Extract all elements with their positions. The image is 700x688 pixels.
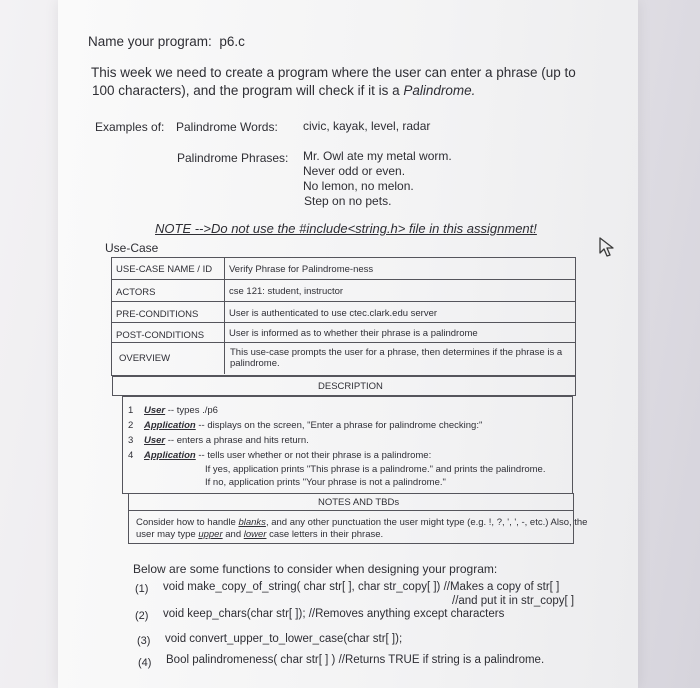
step-text: -- types ./p6 [167, 405, 218, 416]
step-actor: Application [144, 420, 196, 431]
step-actor: User [144, 435, 166, 446]
program-name-line [88, 34, 245, 49]
function-signature: void make_copy_of_string( char str[ ], char str_copy[ ]) //Makes a copy of str[ ] [163, 581, 560, 593]
table-rule [112, 279, 575, 280]
step-number: 1 [128, 405, 134, 416]
row-value: cse 121: student, instructor [229, 286, 344, 297]
name-label: Name your program: [88, 34, 212, 49]
row-value: palindrome. [230, 358, 280, 369]
note-text: NOTE -->Do not use the #include<string.h> file in this assignment! [155, 221, 537, 236]
notes-emph: blanks [238, 517, 266, 528]
row-value: User is authenticated to use ctec.clark.edu server [229, 308, 438, 319]
function-number: (2) [135, 610, 149, 622]
step-line [144, 405, 218, 416]
step-text: -- displays on the screen, "Enter a phrase for palindrome checking:" [198, 420, 483, 431]
step-sub: If no, application prints "Your phrase is not a palindrome." [205, 477, 446, 488]
table-rule [112, 342, 575, 343]
notes-emph: upper [198, 529, 223, 540]
function-signature: Bool palindromeness( char str[ ] ) //Returns TRUE if string is a palindrome. [166, 654, 545, 666]
notes-text: and [222, 529, 244, 540]
notes-line [136, 517, 587, 528]
notes-text: case letters in their phrase. [266, 529, 384, 540]
phrase-item: No lemon, no melon. [303, 179, 414, 193]
step-line [144, 435, 309, 446]
step-sub: If yes, application prints "This phrase is a palindrome." and prints the palindrome. [205, 464, 546, 475]
intro-emphasis: Palindrome. [403, 83, 476, 98]
palindrome-words-value: civic, kayak, level, radar [303, 119, 431, 133]
description-header: DESCRIPTION [318, 381, 383, 392]
table-divider [224, 258, 225, 374]
palindrome-phrases-label: Palindrome Phrases: [177, 151, 289, 165]
notes-header: NOTES AND TBDs [318, 497, 400, 508]
row-label: OVERVIEW [119, 353, 171, 364]
function-signature: void convert_upper_to_lower_case(char str[ ]); [165, 633, 403, 645]
step-actor: User [144, 405, 166, 416]
table-rule [112, 301, 575, 302]
examples-label: Examples of: [95, 120, 165, 134]
function-signature: void keep_chars(char str[ ]); //Removes anything except characters [163, 608, 505, 620]
row-label: ACTORS [116, 287, 156, 298]
step-text: -- tells user whether or not their phrase is a palindrome: [198, 450, 432, 461]
notes-line [136, 529, 383, 540]
row-value: User is informed as to whether their phrase is a palindrome [229, 328, 478, 339]
phrase-item: Step on no pets. [304, 194, 392, 208]
intro-line-2 [92, 83, 475, 98]
notes-text: , and any other punctuation the user might type (e.g. !, ?, ', ', -, etc.) Also, the [265, 517, 588, 528]
step-line [144, 450, 431, 461]
functions-intro: Below are some functions to consider when designing your program: [133, 562, 498, 576]
row-label: POST-CONDITIONS [116, 330, 205, 341]
step-text: -- enters a phrase and hits return. [167, 435, 309, 446]
notes-emph: lower [243, 529, 267, 540]
phrase-item: Never odd or even. [303, 164, 406, 178]
step-number: 4 [128, 450, 134, 461]
intro-line-1: This week we need to create a program where the user can enter a phrase (up to [91, 65, 576, 80]
palindrome-words-label: Palindrome Words: [176, 120, 278, 134]
function-comment: //and put it in str_copy[ ] [452, 595, 575, 607]
step-number: 2 [128, 420, 134, 431]
table-rule [112, 322, 575, 323]
step-line [144, 420, 482, 431]
row-label: PRE-CONDITIONS [116, 309, 199, 320]
function-number: (4) [138, 657, 152, 669]
function-number: (3) [137, 635, 151, 647]
notes-text: Consider how to handle [136, 517, 239, 528]
program-name: p6.c [219, 34, 245, 49]
step-number: 3 [128, 435, 134, 446]
mouse-pointer-icon [598, 236, 616, 258]
notes-text: user may type [136, 529, 199, 540]
step-actor: Application [144, 450, 196, 461]
row-label: USE-CASE NAME / ID [116, 264, 213, 275]
phrase-item: Mr. Owl ate my metal worm. [303, 149, 452, 163]
function-number: (1) [135, 583, 149, 595]
row-value: Verify Phrase for Palindrome-ness [229, 264, 374, 275]
intro-text: 100 characters), and the program will check if it is a [92, 83, 404, 98]
row-value: This use-case prompts the user for a phrase, then determines if the phrase is a [230, 347, 563, 358]
use-case-title: Use-Case [105, 241, 159, 255]
